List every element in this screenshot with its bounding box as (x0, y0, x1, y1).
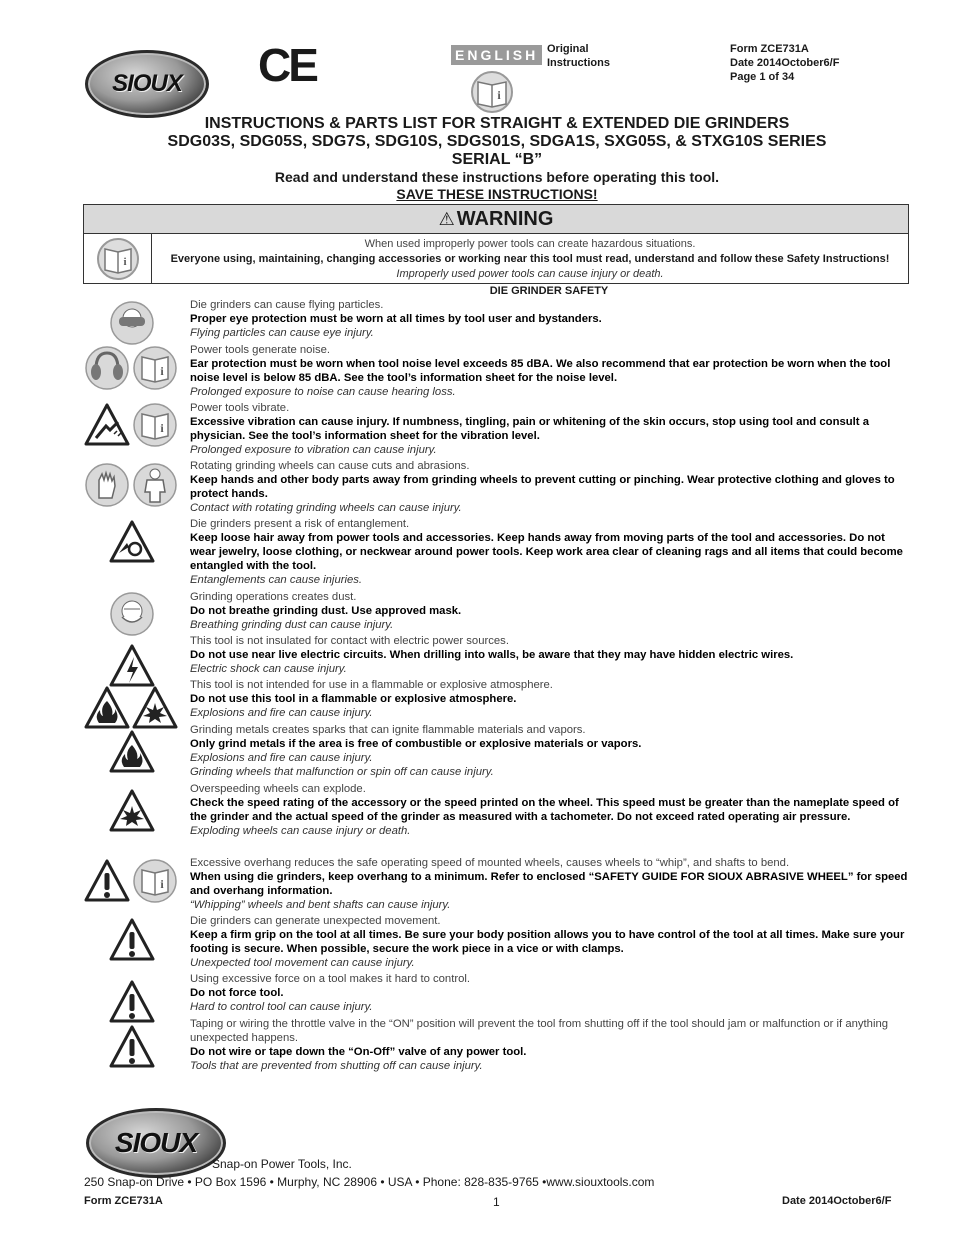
safety-entry (190, 914, 910, 970)
safety-entry-instruction: Do not force tool. (190, 987, 284, 999)
gloves-icon (84, 462, 130, 508)
footer-form: Form ZCE731A (84, 1195, 163, 1207)
safety-entry-hazard: Rotating grinding wheels can cause cuts and abrasions. (190, 460, 470, 472)
safety-entry (190, 401, 910, 457)
svg-text:i: i (160, 364, 164, 378)
vibration-warning-icon (84, 402, 130, 448)
safety-entry-consequence: Prolonged exposure to noise can cause hearing loss. (190, 386, 456, 398)
safety-entry-instruction: Keep a firm grip on the tool at all times. Be sure your body position allows you to have control of the tool at all times. Make sure your footing is secure. When possible, secure the work piece in a vice or with clamps. (190, 929, 905, 955)
fire-warning-icon (84, 685, 130, 731)
safety-entry-consequence: Unexpected tool movement can cause injury. (190, 957, 415, 969)
svg-text:i: i (122, 256, 127, 268)
safety-entry (190, 343, 910, 399)
safety-entry-hazard: Die grinders present a risk of entanglement. (190, 518, 410, 530)
svg-text:i: i (160, 877, 164, 891)
safety-entry-hazard: Using excessive force on a tool makes it hard to control. (190, 973, 471, 985)
header-form-info: Form ZCE731A Date 2014October6/F Page 1 of 34 (730, 43, 840, 83)
safety-entry-instruction: When using die grinders, keep overhang to a minimum. Refer to enclosed “SAFETY GUIDE FOR SIOUX ABRASIVE WHEEL” for speed and overhang information. (190, 871, 908, 897)
safety-entry (190, 298, 910, 340)
entanglement-warning-icon (109, 519, 155, 565)
safety-entry-hazard: Grinding operations creates dust. (190, 591, 357, 603)
ear-protection-icon (84, 345, 130, 391)
safety-entry-consequence: Hard to control tool can cause injury. (190, 1001, 373, 1013)
safety-entry-consequence: Exploding wheels can cause injury or death. (190, 825, 411, 837)
warning-header: ⚠ WARNING (84, 205, 908, 234)
safety-entry-hazard: Overspeeding wheels can explode. (190, 783, 366, 795)
safety-entry (190, 972, 910, 1014)
safety-entry-instruction: Do not use this tool in a flammable or explosive atmosphere. (190, 693, 517, 705)
safety-entry-instruction: Do not wire or tape down the “On-Off” valve of any power tool. (190, 1046, 527, 1058)
svg-text:i: i (160, 421, 164, 435)
manual-icon (132, 345, 178, 391)
footer-date: Date 2014October6/F (782, 1195, 892, 1207)
safety-entry (190, 459, 910, 515)
safety-entry (190, 782, 910, 838)
serial-title: SERIAL “B” (451, 151, 543, 168)
manual-icon (96, 237, 140, 281)
safety-entry-consequence: Contact with rotating grinding wheels can cause injury. (190, 502, 462, 514)
manual-icon (132, 402, 178, 448)
safety-entry-consequence-extra: Grinding wheels that malfunction or spin off can cause injury. (190, 766, 494, 778)
safety-entry-instruction: Do not breathe grinding dust. Use approved mask. (190, 605, 462, 617)
warning-manual-cell (84, 234, 152, 284)
general-warning-icon (109, 979, 155, 1025)
safety-entry-consequence: Tools that are prevented from shutting off can cause injury. (190, 1060, 483, 1072)
safety-entry-instruction: Check the speed rating of the accessory or the speed printed on the wheel. This speed must be greater than the nameplate speed of the grinder and the actual speed of the grinder as measured with a tachometer. Do not exceed rated operating air pressure. (190, 797, 899, 823)
safety-entry (190, 590, 910, 632)
safety-entry-instruction: Proper eye protection must be worn at all times by tool user and bystanders. (190, 313, 602, 325)
safety-entry (190, 634, 910, 676)
safety-entry-hazard: This tool is not intended for use in a flammable or explosive atmosphere. (190, 679, 553, 691)
mask-icon (109, 591, 155, 637)
safety-entry-consequence: Explosions and fire can cause injury. (190, 752, 373, 764)
safety-entry-hazard: Power tools generate noise. (190, 344, 331, 356)
manual-icon (466, 70, 518, 114)
safety-entry-instruction: Excessive vibration can cause injury. If numbness, tingling, pain or whitening of the skin occurs, stop using tool and consult a physician. See the tool’s information sheet for the vibration level. (190, 416, 869, 442)
original-instructions: Original Instructions (547, 43, 610, 69)
read-instructions-note: Read and understand these instructions before operating this tool. (274, 169, 720, 185)
safety-entry-instruction: Ear protection must be worn when tool noise level exceeds 85 dBA. We also recommend that ear protection be worn when the tool noise level is below 85 dBA. See the tool’s information sheet for the noise level. (190, 358, 891, 384)
safety-entry-consequence: Flying particles can cause eye injury. (190, 327, 374, 339)
company-name: Snap-on Power Tools, Inc. (212, 1157, 352, 1171)
general-warning-icon (109, 917, 155, 963)
electric-shock-warning-icon (109, 643, 155, 689)
footer-sioux-logo: SIOUX (86, 1108, 226, 1178)
model-list: SDG03S, SDG05S, SDG7S, SDG10S, SDGS01S, SDGA1S, SXG05S, & STXG10S SERIES (167, 133, 827, 150)
safety-entry-instruction: Keep loose hair away from power tools and accessories. Keep hands away from moving parts of the tool and accessories. Do not wear jewelry, loose clothing, or neckwear around power tools. Keep work area clear of cleaning rags and all items that could become entangled with the tool. (190, 532, 903, 572)
sioux-logo: SIOUX (85, 50, 209, 118)
warning-box (83, 204, 909, 284)
safety-entry-instruction: Keep hands and other body parts away from grinding wheels to prevent cutting or pinching. Wear protective clothing and gloves to protect hands. (190, 474, 895, 500)
safety-entry (190, 856, 910, 912)
language-badge: ENGLISH (451, 45, 542, 65)
goggles-icon (109, 300, 155, 346)
safety-entry-consequence: “Whipping” wheels and bent shafts can cause injury. (190, 899, 451, 911)
safety-entry (190, 678, 910, 720)
document-title: INSTRUCTIONS & PARTS LIST FOR STRAIGHT & EXTENDED DIE GRINDERS (204, 115, 790, 132)
safety-entry-hazard: Die grinders can cause flying particles. (190, 299, 384, 311)
safety-entry (190, 517, 910, 587)
safety-entry-hazard: Excessive overhang reduces the safe operating speed of mounted wheels, causes wheels to “whip”, and shafts to bend. (190, 857, 790, 869)
safety-entry (190, 723, 910, 779)
explosion-warning-icon (132, 685, 178, 731)
safety-entry-consequence: Explosions and fire can cause injury. (190, 707, 373, 719)
safety-entry-hazard: Grinding metals creates sparks that can ignite flammable materials and vapors. (190, 724, 586, 736)
safety-entry-consequence: Breathing grinding dust can cause injury. (190, 619, 394, 631)
safety-entry-consequence: Electric shock can cause injury. (190, 663, 347, 675)
protective-clothing-icon (132, 462, 178, 508)
svg-text:i: i (497, 88, 501, 102)
explosion-warning-icon (109, 788, 155, 834)
section-title: DIE GRINDER SAFETY (489, 285, 609, 297)
safety-entry-instruction: Do not use near live electric circuits. When drilling into walls, be aware that they may have hidden electric wires. (190, 649, 794, 661)
warning-text: When used improperly power tools can create hazardous situations. Everyone using, maintaining, changing accessories or working near this tool must read, understand and follow these Safety Instructions! Improperly used power tools can cause injury or death. (170, 238, 890, 280)
fire-warning-icon (109, 729, 155, 775)
safety-entry (190, 1017, 910, 1073)
safety-entry-hazard: Taping or wiring the throttle valve in the “ON” position will prevent the tool from shutting off if the tool should jam or malfunction or if anything unexpected happens. (190, 1018, 889, 1044)
safety-entry-hazard: Die grinders can generate unexpected movement. (190, 915, 441, 927)
safety-entry-consequence: Entanglements can cause injuries. (190, 574, 363, 586)
warning-triangle-icon: ⚠ (438, 208, 455, 229)
safety-entry-instruction: Only grind metals if the area is free of combustible or explosive materials or vapors. (190, 738, 642, 750)
ce-mark: CE (258, 39, 316, 91)
safety-entry-hazard: This tool is not insulated for contact with electric power sources. (190, 635, 509, 647)
save-instructions-note: SAVE THESE INSTRUCTIONS! (396, 186, 598, 202)
safety-entry-consequence: Prolonged exposure to vibration can cause injury. (190, 444, 437, 456)
page-number: 1 (493, 1195, 500, 1209)
safety-entry-hazard: Power tools vibrate. (190, 402, 290, 414)
general-warning-icon (84, 858, 130, 904)
general-warning-icon (109, 1024, 155, 1070)
company-address: 250 Snap-on Drive • PO Box 1596 • Murphy, NC 28906 • USA • Phone: 828-835-9765 •www.siouxtools.com (84, 1175, 655, 1189)
manual-icon (132, 858, 178, 904)
